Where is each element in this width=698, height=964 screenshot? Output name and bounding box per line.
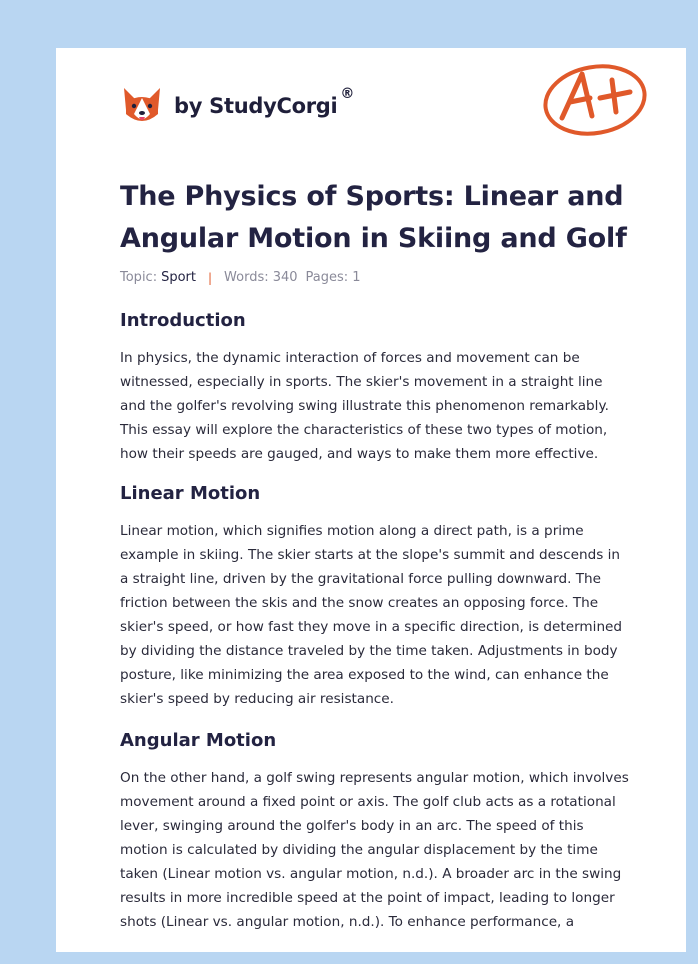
corgi-icon <box>120 84 164 128</box>
section-heading: Linear Motion <box>120 483 261 504</box>
section-paragraph: On the other hand, a golf swing represents angular motion, which involves movement around a fixed point or axis. The golf club acts as a rotational lever, swinging around the golfer's body in an arc. The speed of this motion is calculated by dividing the angular displacement by the time taken (Linear motion vs. angular motion, n.d.). A broader arc in the swing results in more incredible speed at the point of impact, leading to longer shots (Linear vs. angular motion, n.d.). To enhance performance, a <box>120 770 629 930</box>
section-angular-motion <box>120 730 632 934</box>
topic-label: Topic: <box>120 270 158 285</box>
logo-text: by StudyCorgi ® <box>174 86 355 118</box>
section-paragraph: Linear motion, which signifies motion along a direct path, is a prime example in skiing. The skier starts at the slope's summit and descends in a straight line, driven by the gravitational force pulling downward. The friction between the skis and the snow creates an opposing force. The skier's speed, or how fast they move in a specific direction, is determined by dividing the distance traveled by the time taken. Adjustments in body posture, like minimizing the area exposed to the wind, can enhance the skier's speed by reducing air resistance. <box>120 523 623 707</box>
grade-a-plus-badge <box>540 60 650 140</box>
section-introduction <box>120 310 632 466</box>
page-count: Pages: 1 <box>305 270 361 285</box>
registered-mark: ® <box>340 86 355 102</box>
document-page <box>56 48 686 952</box>
word-count: Words: 340 <box>224 270 298 285</box>
article-meta <box>120 270 632 285</box>
article <box>120 176 632 934</box>
topic-link[interactable]: Sport <box>161 270 196 285</box>
meta-separator: | <box>207 270 213 285</box>
section-paragraph: In physics, the dynamic interaction of forces and movement can be witnessed, especially in sports. The skier's movement in a straight line and the golfer's revolving swing illustrate this phenomenon remarkably. This essay will explore the characteristics of these two types of motion, how their speeds are gauged, and ways to make them more effective. <box>120 350 609 462</box>
section-heading: Angular Motion <box>120 730 277 751</box>
page-header <box>120 76 650 166</box>
article-title: The Physics of Sports: Linear and Angular Motion in Skiing and Golf <box>120 181 627 254</box>
section-heading: Introduction <box>120 310 246 331</box>
section-linear-motion <box>120 483 632 711</box>
studycorgi-logo[interactable] <box>120 76 354 136</box>
